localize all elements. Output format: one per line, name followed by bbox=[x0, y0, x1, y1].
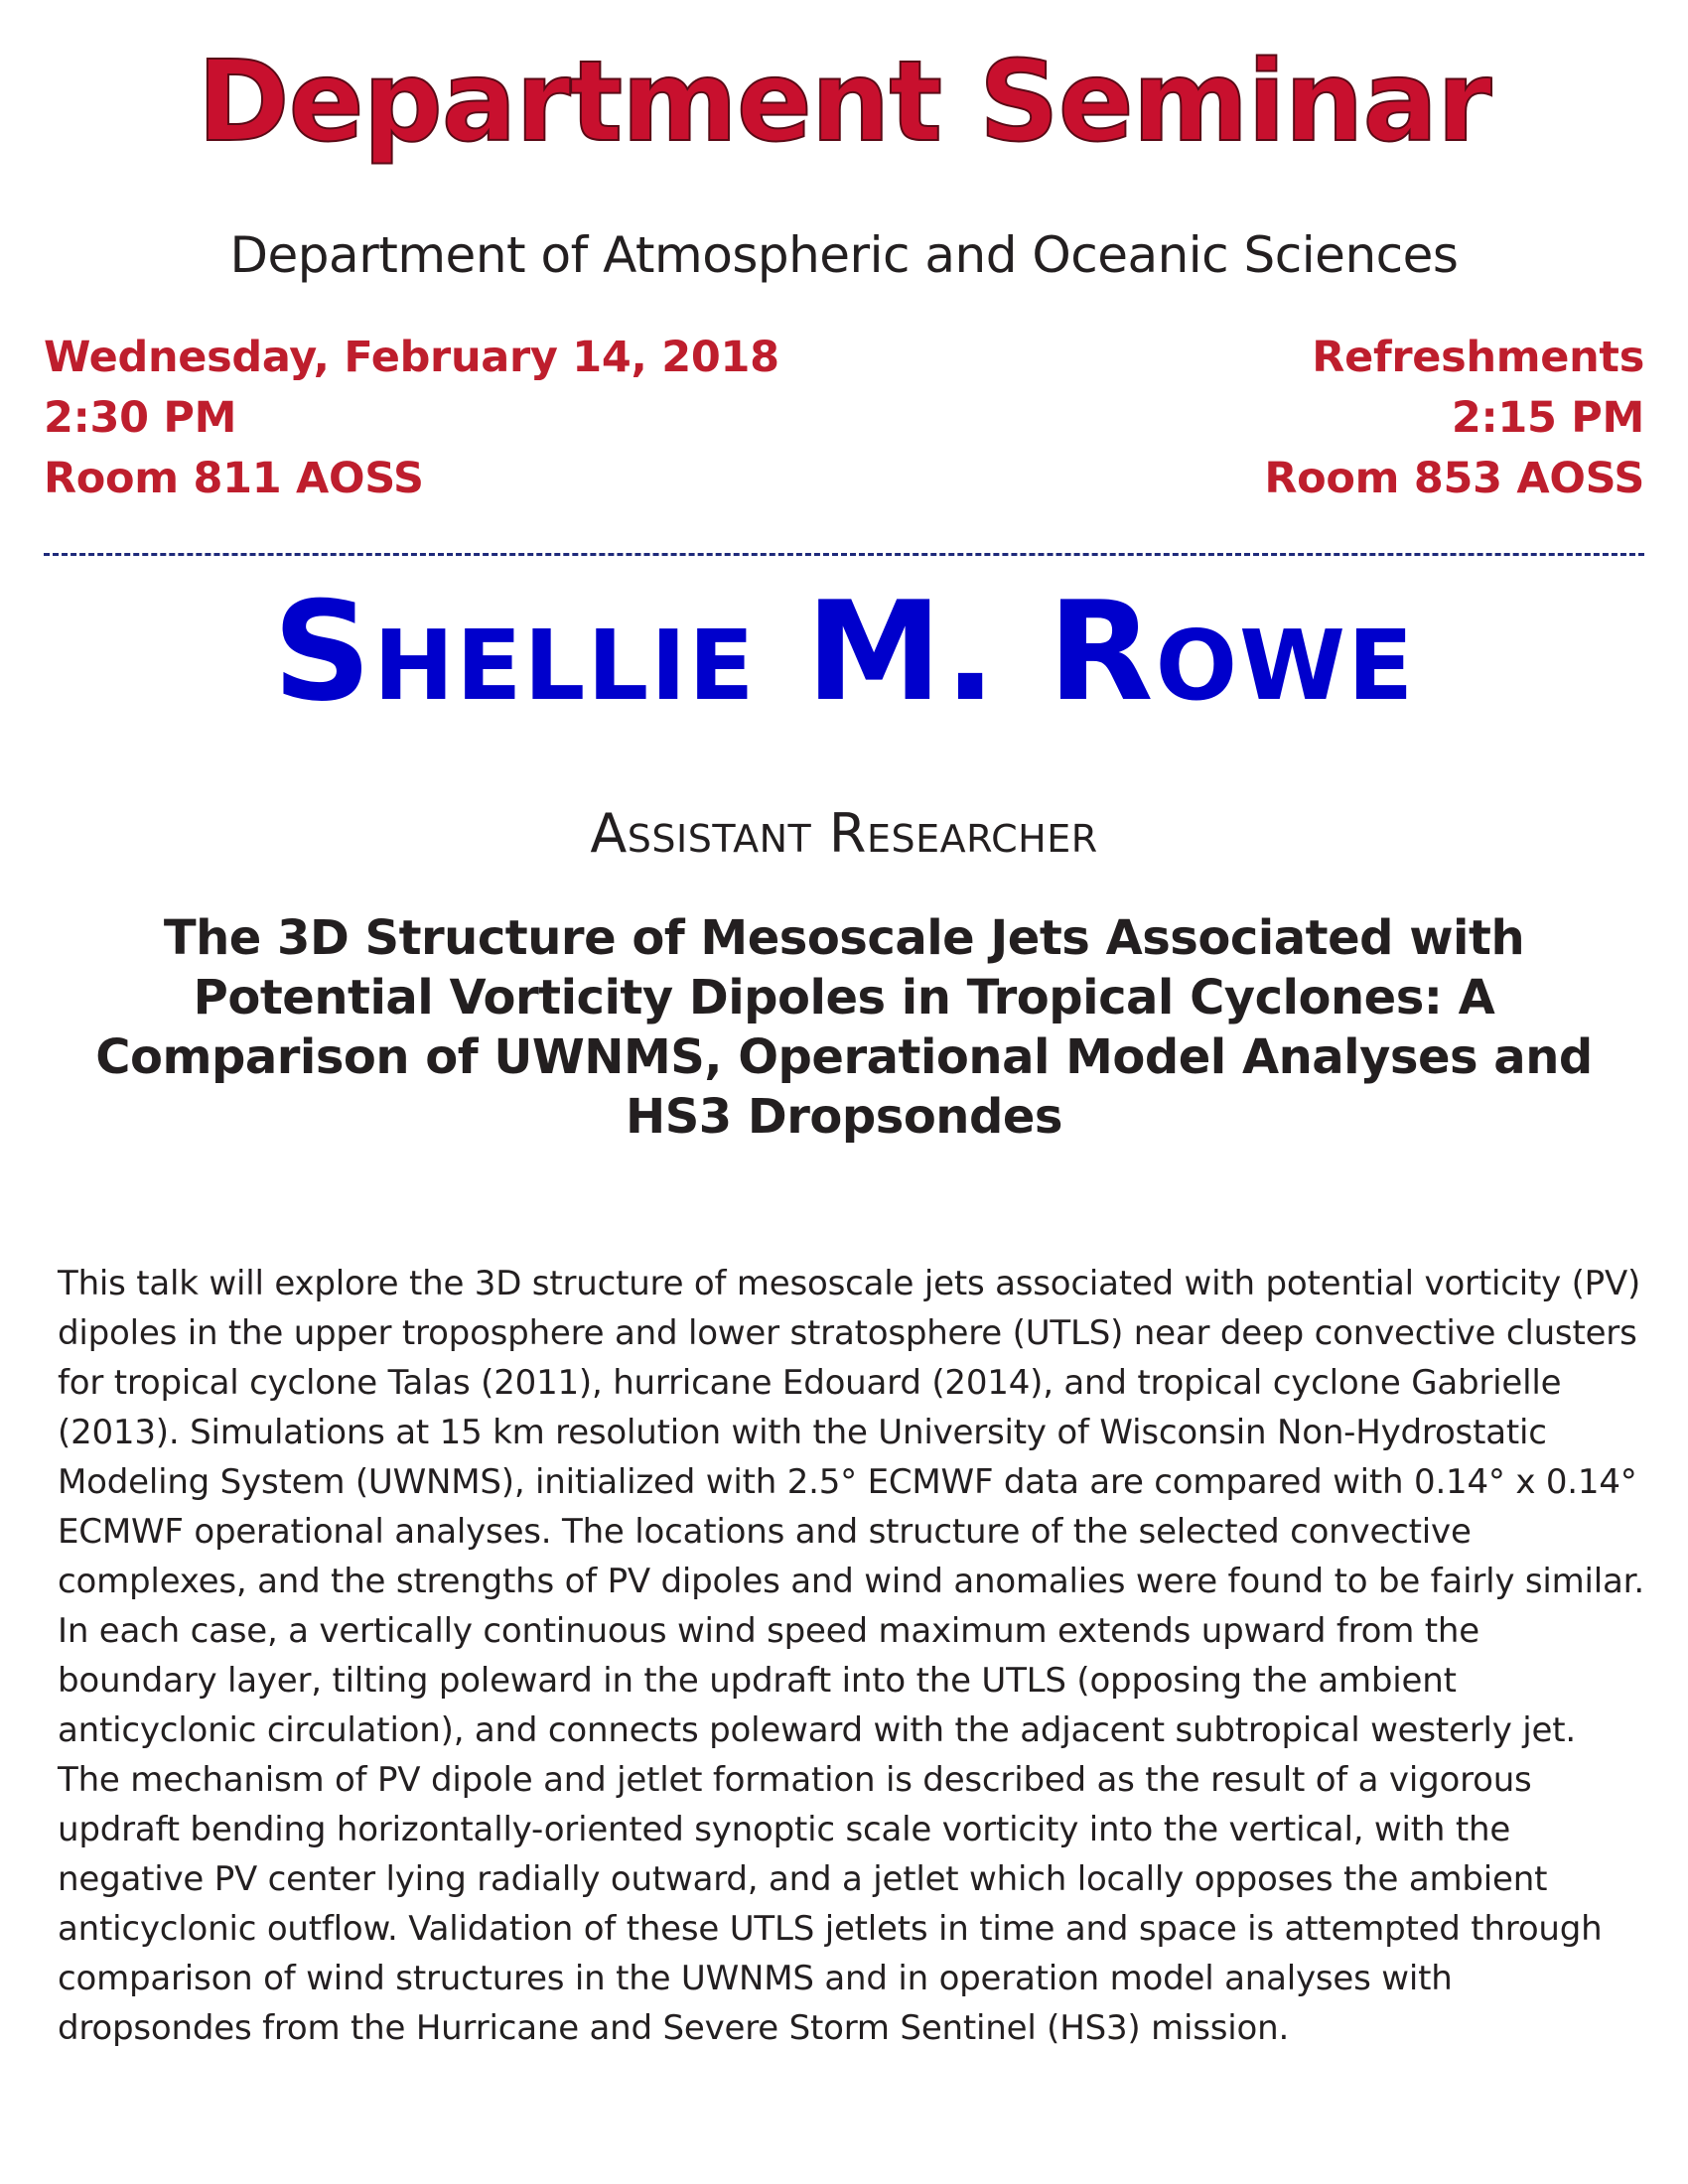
dashed-divider bbox=[44, 553, 1644, 556]
department-name: Department of Atmospheric and Oceanic Sciences bbox=[229, 226, 1459, 284]
page-title: Department Seminar bbox=[197, 38, 1491, 167]
speaker-position: Assistant Researcher bbox=[590, 802, 1098, 865]
event-date: Wednesday, February 14, 2018 bbox=[44, 333, 779, 382]
refreshments-room: Room 853 AOSS bbox=[1264, 454, 1644, 503]
refreshments-time: 2:15 PM bbox=[1451, 393, 1644, 443]
refreshments-label: Refreshments bbox=[1312, 333, 1644, 382]
talk-abstract: This talk will explore the 3D structure of mesoscale jets associated with potential vorticity (PV) dipoles in the upper troposphere and lower stratosphere (UTLS) near deep convective clusters for tropical cyclone Talas (2011), hurricane Edouard (2014), and tropical cyclone Gabrielle (2013). Simulations at 15 km resolution with the University of Wisconsin Non-Hydrostatic Modeling System (UWNMS), initialized with 2.5° ECMWF data are compared with 0.14° x 0.14° ECMWF operational analyses. The locations and structure of the selected convective complexes, and the strengths of PV dipoles and wind anomalies were found to be fairly similar. In each case, a vertically continuous wind speed maximum extends upward from the boundary layer, tilting poleward in the updraft into the UTLS (opposing the ambient anticyclonic circulation), and connects poleward with the adjacent subtropical westerly jet. The mechanism of PV dipole and jetlet formation is described as the result of a vigorous updraft bending horizontally-oriented synoptic scale vorticity into the vertical, with the negative PV center lying radially outward, and a jetlet which locally opposes the ambient anticyclonic outflow. Validation of these UTLS jetlets in time and space is attempted through comparison of wind structures in the UWNMS and in operation model analyses with dropsondes from the Hurricane and Severe Storm Sentinel (HS3) mission. bbox=[58, 1264, 1644, 2048]
speaker-name: Shellie M. Rowe bbox=[272, 572, 1416, 732]
refreshments-details bbox=[1264, 328, 1644, 509]
event-details bbox=[44, 328, 779, 509]
event-room: Room 811 AOSS bbox=[44, 454, 424, 503]
event-time: 2:30 PM bbox=[44, 393, 237, 443]
talk-title: The 3D Structure of Mesoscale Jets Associated with Potential Vorticity Dipoles in Tropical Cyclones: A Comparison of UWNMS, Operational Model Analyses and HS3 Dropsondes bbox=[95, 910, 1593, 1145]
